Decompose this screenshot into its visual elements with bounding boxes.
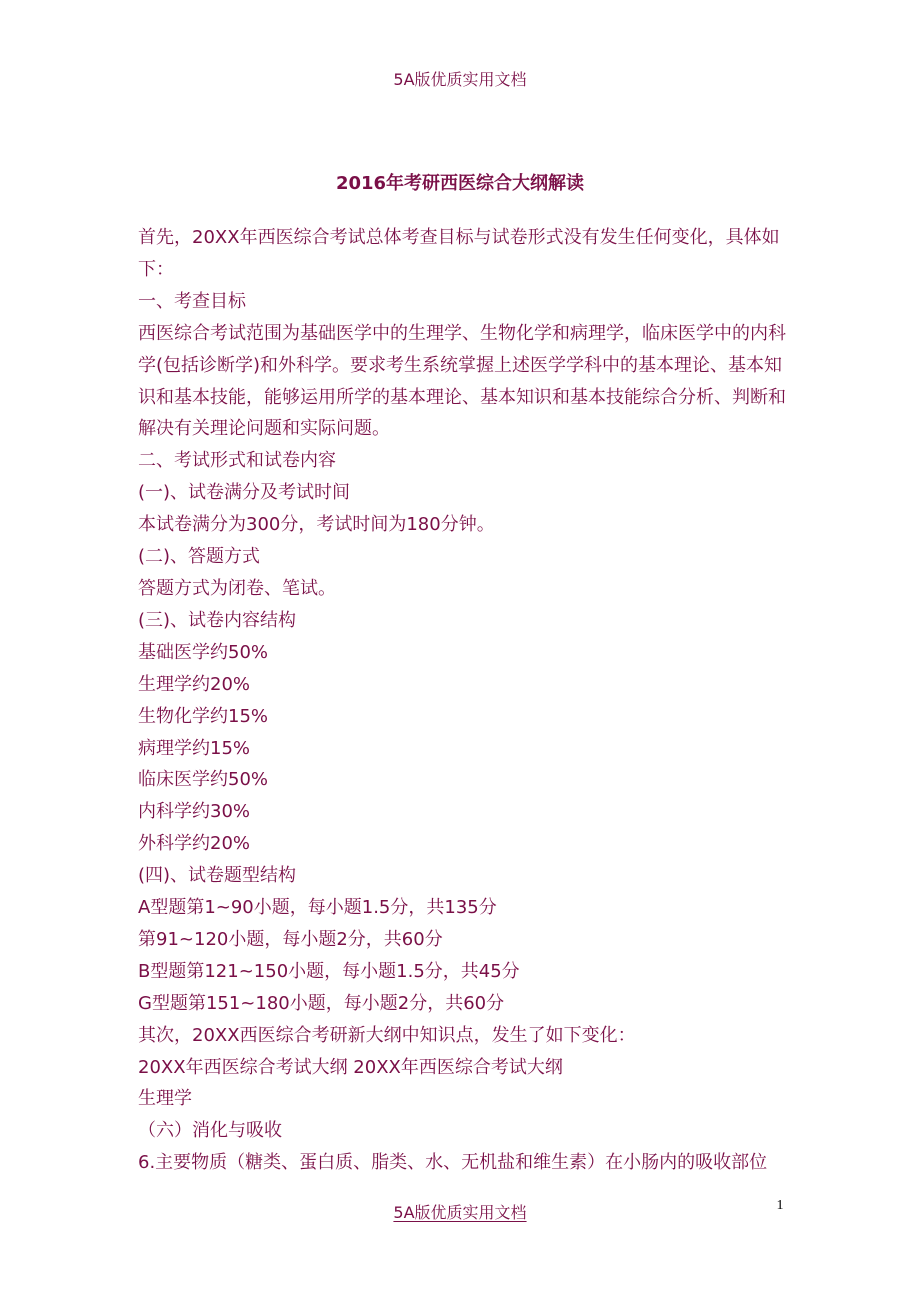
section-heading: 一、考查目标	[138, 290, 246, 312]
body-line: 其次，20XX西医综合考研新大纲中知识点，发生了如下变化：	[138, 1024, 636, 1046]
question-type-line: 第91~120小题，每小题2分，共60分	[138, 928, 443, 950]
content-structure-line: 基础医学约50%	[138, 641, 269, 663]
page-footer	[0, 1201, 920, 1225]
body-line: （六）消化与吸收	[138, 1120, 282, 1142]
subsection-heading: (二)、答题方式	[138, 546, 261, 568]
footer-text: 5A版优质实用文档	[393, 1203, 527, 1222]
objective-paragraph: 西医综合考试范围为基础医学中的生理学、生物化学和病理学，临床医学中的内科学(包括诊断学)和外科学。要求考生系统掌握上述医学学科中的基本理论、基本知识和基本技能，能够运用所学的基本理论、基本知识和基本技能综合分析、判断和解决有关理论问题和实际问题。	[138, 322, 786, 440]
subsection-heading: (一)、试卷满分及考试时间	[138, 482, 351, 504]
content-structure-line: 内科学约30%	[138, 801, 251, 823]
question-type-line: A型题第1~90小题，每小题1.5分，共135分	[138, 897, 497, 919]
body-line: 答题方式为闭卷、笔试。	[138, 577, 336, 599]
section-heading: 二、考试形式和试卷内容	[138, 450, 336, 472]
body-line: 生理学	[138, 1088, 192, 1110]
content-structure-line: 生物化学约15%	[138, 705, 269, 727]
body-line: 本试卷满分为300分，考试时间为180分钟。	[138, 514, 495, 536]
body-line: 6.主要物质（糖类、蛋白质、脂类、水、无机盐和维生素）在小肠内的吸收部位	[138, 1152, 768, 1174]
subsection-heading: (四)、试卷题型结构	[138, 865, 297, 887]
document-title: 2016年考研西医综合大纲解读	[335, 173, 585, 194]
content-structure-line: 外科学约20%	[138, 833, 251, 855]
question-type-line: G型题第151~180小题，每小题2分，共60分	[138, 992, 505, 1014]
body-line: 20XX年西医综合考试大纲 20XX年西医综合考试大纲	[138, 1056, 563, 1078]
content-structure-line: 病理学约15%	[138, 737, 251, 759]
content-structure-line: 生理学约20%	[138, 673, 251, 695]
page-number: 1	[776, 1198, 784, 1213]
subsection-heading: (三)、试卷内容结构	[138, 609, 297, 631]
question-type-line: B型题第121~150小题，每小题1.5分，共45分	[138, 960, 520, 982]
content-structure-line: 临床医学约50%	[138, 769, 269, 791]
page-header	[0, 68, 920, 92]
document-body	[138, 222, 788, 1179]
intro-paragraph: 首先，20XX年西医综合考试总体考查目标与试卷形式没有发生任何变化，具体如下：	[138, 227, 780, 280]
header-text: 5A版优质实用文档	[393, 70, 527, 89]
